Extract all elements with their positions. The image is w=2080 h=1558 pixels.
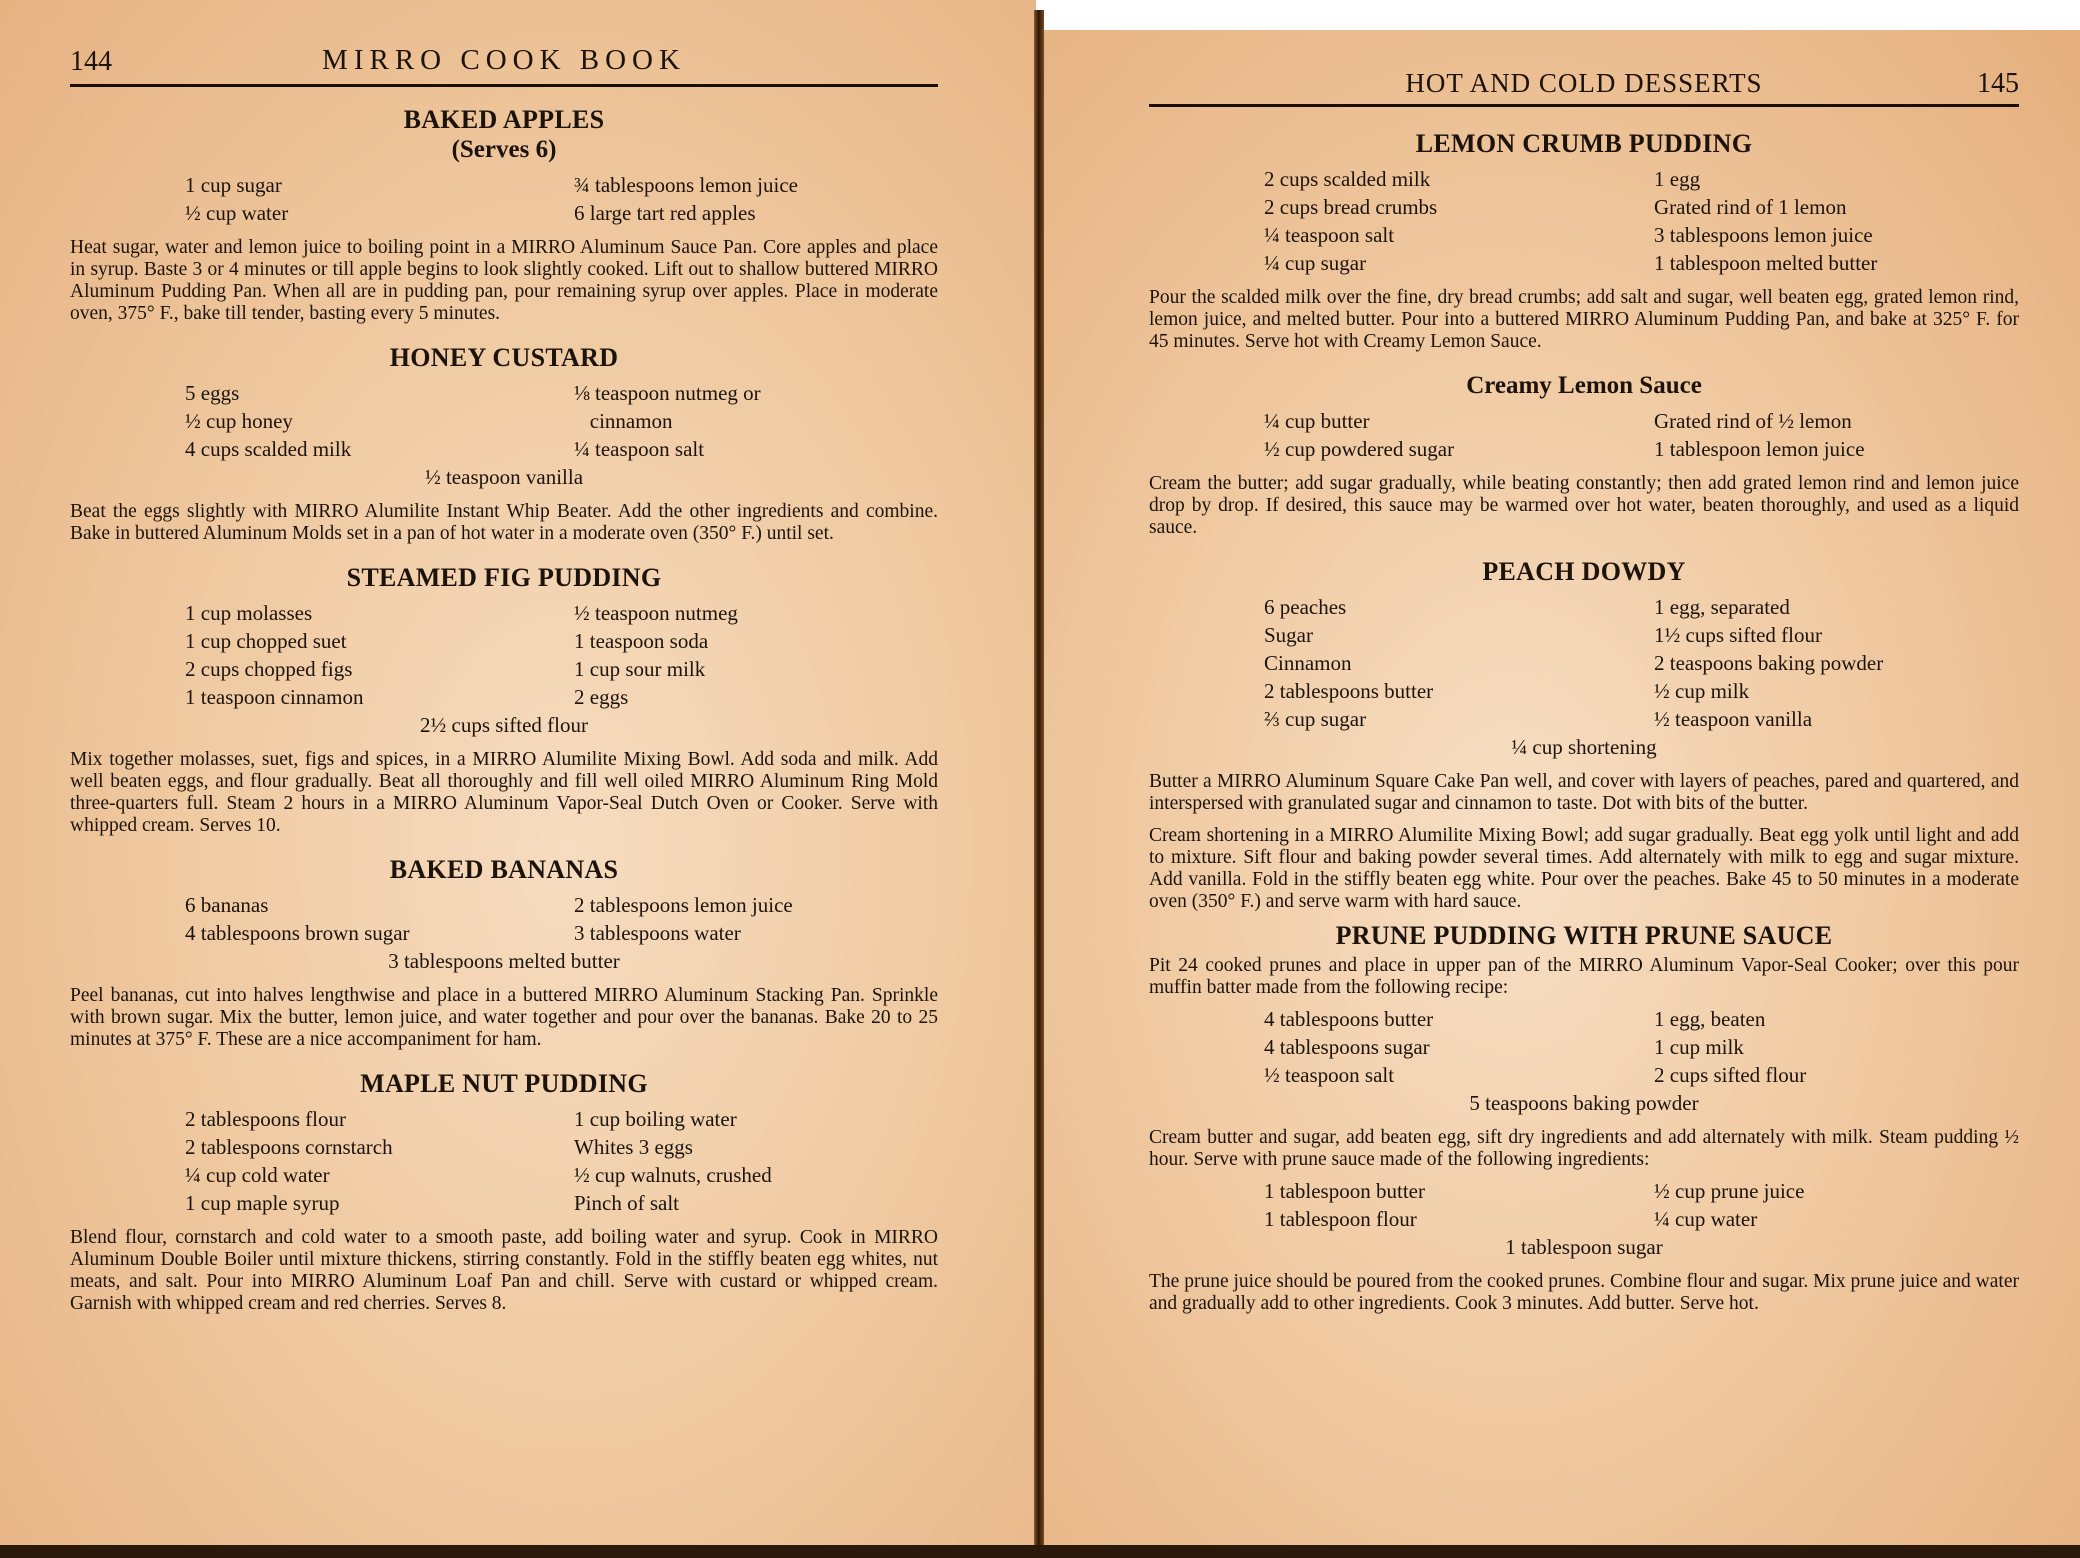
recipe-method: Butter a MIRRO Aluminum Square Cake Pan well, and cover with layers of peaches, pared and quartered, and interspersed with granulated sugar and cinnamon to taste. Dot with bits of the butter. (1149, 771, 2019, 814)
recipe-method: Cream butter and sugar, add beaten egg, sift dry ingredients and add alternately with milk. Steam pudding ½ hour. Serve with prune sauce made of the following ingredients: (1149, 1127, 2019, 1170)
ingredient: ½ cup walnuts, crushed (574, 1163, 772, 1187)
page-number: 145 (1977, 68, 2019, 99)
recipe-title: HONEY CUSTARD (389, 343, 619, 372)
ingredient: ¼ teaspoon salt (1264, 223, 1395, 247)
ingredient-list (1149, 165, 2019, 277)
recipe-method: Blend flour, cornstarch and cold water to a smooth paste, add boiling water and syrup. Cook in MIRRO Aluminum Double Boiler until mixture thickens, stirring constantly. Fold in the stiffly beaten egg whites, nut meats, and salt. Pour into MIRRO Aluminum Loaf Pan and chill. Serve with custard or whipped cream. Garnish with whipped cream and red cherries. Serves 8. (70, 1227, 938, 1314)
ingredient: 1 cup chopped suet (185, 629, 347, 653)
recipe-baked-bananas (70, 855, 938, 1051)
ingredient: 2 cups scalded milk (1264, 167, 1431, 191)
ingredient: 2 eggs (574, 685, 629, 709)
ingredient: ¾ tablespoons lemon juice (574, 173, 798, 197)
ingredient: ¼ cup water (1654, 1207, 1758, 1231)
ingredient-list (70, 1105, 938, 1217)
ingredient: 2 cups sifted flour (1654, 1063, 1807, 1087)
recipe-method: Cream shortening in a MIRRO Alumilite Mixing Bowl; add sugar gradually. Beat egg yolk until light and add to mixture. Sift flour and baking powder several times. Add alternately with milk to egg and sugar mixture. Add vanilla. Fold in the stiffly beaten egg white. Pour over the peaches. Bake 45 to 50 minutes in a moderate oven (350° F.) and serve warm with hard sauce. (1149, 825, 2019, 912)
ingredient: ¼ cup shortening (1511, 735, 1657, 759)
recipe-title: PEACH DOWDY (1482, 557, 1686, 586)
ingredient: 2 teaspoons baking powder (1654, 651, 1884, 675)
running-title: HOT AND COLD DESSERTS (1405, 68, 1763, 98)
scan-bottom-edge (0, 1545, 2080, 1558)
ingredient: 6 large tart red apples (574, 201, 756, 225)
left-page-content (70, 40, 938, 1315)
ingredient: 2 tablespoons lemon juice (574, 893, 793, 917)
recipe-maple-nut-pudding (70, 1069, 938, 1315)
ingredient: 1 cup sugar (185, 173, 282, 197)
ingredient-list (70, 599, 938, 711)
ingredient: 1 egg, separated (1654, 595, 1790, 619)
book-gutter (1034, 10, 1044, 1550)
ingredient: 4 tablespoons butter (1264, 1007, 1434, 1031)
recipe-method: Peel bananas, cut into halves lengthwise and place in a buttered MIRRO Aluminum Stacking Pan. Sprinkle with brown sugar. Mix the butter, lemon juice, and water together and pour over the bananas. Bake 20 to 25 minutes at 375° F. These are a nice accompaniment for ham. (70, 985, 938, 1050)
ingredient: ½ teaspoon vanilla (424, 465, 584, 489)
ingredient: 1½ cups sifted flour (1654, 623, 1822, 647)
recipe-prune-pudding (1149, 921, 2019, 1315)
ingredient: ½ teaspoon nutmeg (574, 601, 738, 625)
ingredient-list (1149, 593, 2019, 733)
recipe-creamy-lemon-sauce (1149, 371, 2019, 539)
ingredient: 1 cup milk (1654, 1035, 1744, 1059)
ingredient-list (1149, 1005, 2019, 1089)
ingredient: 4 tablespoons sugar (1264, 1035, 1430, 1059)
ingredient: 3 tablespoons lemon juice (1654, 223, 1873, 247)
ingredient: 1 tablespoon melted butter (1654, 251, 1878, 275)
ingredient: 1 tablespoon lemon juice (1654, 437, 1865, 461)
ingredient: 1 cup boiling water (574, 1107, 737, 1131)
recipe-method: Heat sugar, water and lemon juice to boiling point in a MIRRO Aluminum Sauce Pan. Core apples and place in syrup. Baste 3 or 4 minutes or till apple begins to look slightly cooked. Lift out to shallow buttered MIRRO Aluminum Pudding Pan. When all are in pudding pan, pour remaining syrup over apples. Place in moderate oven, 375° F., bake till tender, basting every 5 minutes. (70, 237, 938, 324)
ingredient: Sugar (1264, 623, 1313, 647)
right-page-content (1149, 60, 2019, 1315)
recipe-method: Cream the butter; add sugar gradually, while beating constantly; then add grated lemon rind and lemon juice drop by drop. If desired, this sauce may be warmed over hot water, beaten thoroughly, and used as a liquid sauce. (1149, 473, 2019, 538)
recipe-title: Creamy Lemon Sauce (1466, 372, 1702, 399)
ingredient: 2 tablespoons butter (1264, 679, 1434, 703)
ingredient: ⅛ teaspoon nutmeg or (574, 381, 761, 405)
recipe-title: STEAMED FIG PUDDING (346, 563, 662, 592)
ingredient: ¼ cup butter (1264, 409, 1370, 433)
running-title: MIRRO COOK BOOK (322, 44, 686, 76)
ingredient: 1 tablespoon butter (1264, 1179, 1425, 1203)
ingredient: 6 peaches (1264, 595, 1347, 619)
ingredient: ½ cup prune juice (1654, 1179, 1805, 1203)
ingredient: ¼ cup cold water (185, 1163, 330, 1187)
ingredient: cinnamon (574, 409, 673, 433)
ingredient-list (1149, 407, 2019, 463)
running-head (70, 40, 938, 87)
ingredient: 2 tablespoons cornstarch (185, 1135, 393, 1159)
ingredient: ½ cup powdered sugar (1264, 437, 1455, 461)
ingredient: ½ teaspoon vanilla (1654, 707, 1813, 731)
ingredient: 6 bananas (185, 893, 269, 917)
running-head (1149, 60, 2019, 107)
ingredient: 3 tablespoons melted butter (388, 949, 620, 973)
ingredient: 1 teaspoon cinnamon (185, 685, 364, 709)
recipe-title: BAKED BANANAS (389, 855, 619, 884)
ingredient: 2 cups chopped figs (185, 657, 353, 681)
ingredient: 4 tablespoons brown sugar (185, 921, 410, 945)
recipe-method: Pour the scalded milk over the fine, dry bread crumbs; add salt and sugar, well beaten egg, grated lemon rind, lemon juice, and melted butter. Pour into a buttered MIRRO Aluminum Pudding Pan, and bake at 325° F. for 45 minutes. Serve hot with Creamy Lemon Sauce. (1149, 287, 2019, 352)
recipe-title: BAKED APPLES (403, 105, 605, 134)
ingredient: 1 tablespoon sugar (1505, 1235, 1663, 1259)
recipe-serves: (Serves 6) (451, 136, 557, 163)
ingredient: Pinch of salt (574, 1191, 679, 1215)
ingredient: 2 tablespoons flour (185, 1107, 346, 1131)
recipe-peach-dowdy (1149, 557, 2019, 913)
recipe-lemon-crumb-pudding (1149, 129, 2019, 353)
ingredient: 1 cup sour milk (574, 657, 706, 681)
recipe-title: MAPLE NUT PUDDING (360, 1069, 648, 1098)
ingredient: 1 egg, beaten (1654, 1007, 1766, 1031)
ingredient-list (70, 891, 938, 947)
ingredient: ⅔ cup sugar (1264, 707, 1367, 731)
ingredient-list (70, 379, 938, 463)
ingredient: 1 cup molasses (185, 601, 313, 625)
ingredient: 1 cup maple syrup (185, 1191, 340, 1215)
ingredient: Grated rind of ½ lemon (1654, 409, 1852, 433)
recipe-honey-custard (70, 343, 938, 545)
ingredient: 2½ cups sifted flour (420, 713, 588, 737)
recipe-baked-apples (70, 105, 938, 325)
recipe-title: LEMON CRUMB PUDDING (1415, 129, 1753, 158)
ingredient: 1 egg (1654, 167, 1701, 191)
ingredient: 5 eggs (185, 381, 240, 405)
ingredient: Whites 3 eggs (574, 1135, 693, 1159)
ingredient: 1 teaspoon soda (574, 629, 709, 653)
ingredient: Grated rind of 1 lemon (1654, 195, 1847, 219)
right-page (1044, 30, 2080, 1545)
recipe-method: Mix together molasses, suet, figs and spices, in a MIRRO Alumilite Mixing Bowl. Add soda and milk. Add well beaten eggs, and flour gradually. Beat all thoroughly and fill well oiled MIRRO Aluminum Ring Mold three-quarters full. Steam 2 hours in a MIRRO Aluminum Vapor-Seal Dutch Oven or Cooker. Serve with whipped cream. Serves 10. (70, 749, 938, 836)
ingredient: Cinnamon (1264, 651, 1352, 675)
left-page (0, 0, 1036, 1545)
sauce-ingredient-list (1149, 1177, 2019, 1233)
ingredient: 4 cups scalded milk (185, 437, 352, 461)
ingredient: ½ cup milk (1654, 679, 1750, 703)
ingredient-list (70, 171, 938, 227)
ingredient: ½ cup water (185, 201, 289, 225)
ingredient: ½ teaspoon salt (1264, 1063, 1395, 1087)
ingredient: 5 teaspoons baking powder (1469, 1091, 1699, 1115)
recipe-steamed-fig-pudding (70, 563, 938, 837)
ingredient: 2 cups bread crumbs (1264, 195, 1438, 219)
ingredient: ¼ cup sugar (1264, 251, 1367, 275)
recipe-title: PRUNE PUDDING WITH PRUNE SAUCE (1335, 921, 1833, 950)
ingredient: 3 tablespoons water (574, 921, 741, 945)
recipe-intro: Pit 24 cooked prunes and place in upper pan of the MIRRO Aluminum Vapor-Seal Cooker; over this pour muffin batter made from the following recipe: (1149, 955, 2019, 998)
recipe-method: Beat the eggs slightly with MIRRO Alumilite Instant Whip Beater. Add the other ingredients and combine. Bake in buttered Aluminum Molds set in a pan of hot water in a moderate oven (350° F.) until set. (70, 501, 938, 544)
page-number: 144 (70, 46, 112, 77)
ingredient: ¼ teaspoon salt (574, 437, 705, 461)
sauce-method: The prune juice should be poured from the cooked prunes. Combine flour and sugar. Mix prune juice and water and gradually add to other ingredients. Cook 3 minutes. Add butter. Serve hot. (1149, 1271, 2019, 1314)
ingredient: 1 tablespoon flour (1264, 1207, 1417, 1231)
ingredient: ½ cup honey (185, 409, 293, 433)
